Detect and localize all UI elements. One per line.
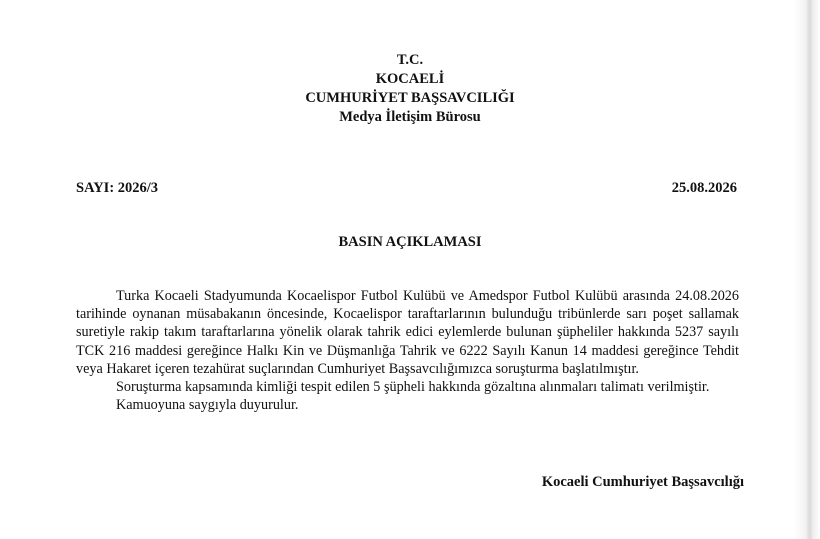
header-bureau: Medya İletişim Bürosu <box>339 109 481 125</box>
header-office: CUMHURİYET BAŞSAVCILIĞI <box>305 90 515 106</box>
body-paragraph-3: Kamuoyuna saygıyla duyurulur. <box>116 397 299 414</box>
body-paragraph-2: Soruşturma kapsamında kimliği tespit edilen 5 şüpheli hakkında gözaltına alınmaları talimatı verilmiştir. <box>116 379 710 396</box>
reference-row <box>76 179 737 197</box>
header-province: KOCAELİ <box>375 71 445 87</box>
reference-number: SAYI: 2026/3 <box>76 180 159 196</box>
document-body <box>76 287 739 414</box>
signature: Kocaeli Cumhuriyet Başsavcılığı <box>541 474 744 490</box>
header-country: T.C. <box>396 52 424 68</box>
document-title: BASIN AÇIKLAMASI <box>338 234 482 250</box>
body-paragraph-1: Turka Kocaeli Stadyumunda Kocaelispor Futbol Kulübü ve Amedspor Futbol Kulübü arasında 24.08.2026 tarihinde oynanan müsabakanın öncesinde, Kocaelispor taraftarlarının bulunduğu tribünlerde sarı poşet sallamak suretiyle rakip takım taraftarlarına yönelik olarak tahrik edici eylemlerde bulunan şüpheliler hakkında 5237 sayılı TCK 216 maddesi gereğince Halkı Kin ve Düşmanlığa Tahrik ve 6222 Sayılı Kanun 14 maddesi gereğince Tehdit veya Hakaret içeren tezahürat suçlarından Cumhuriyet Başsavcılığımızca soruşturma başlatılmıştır. <box>76 288 739 377</box>
reference-date: 25.08.2026 <box>671 180 737 196</box>
document-header <box>0 51 820 127</box>
